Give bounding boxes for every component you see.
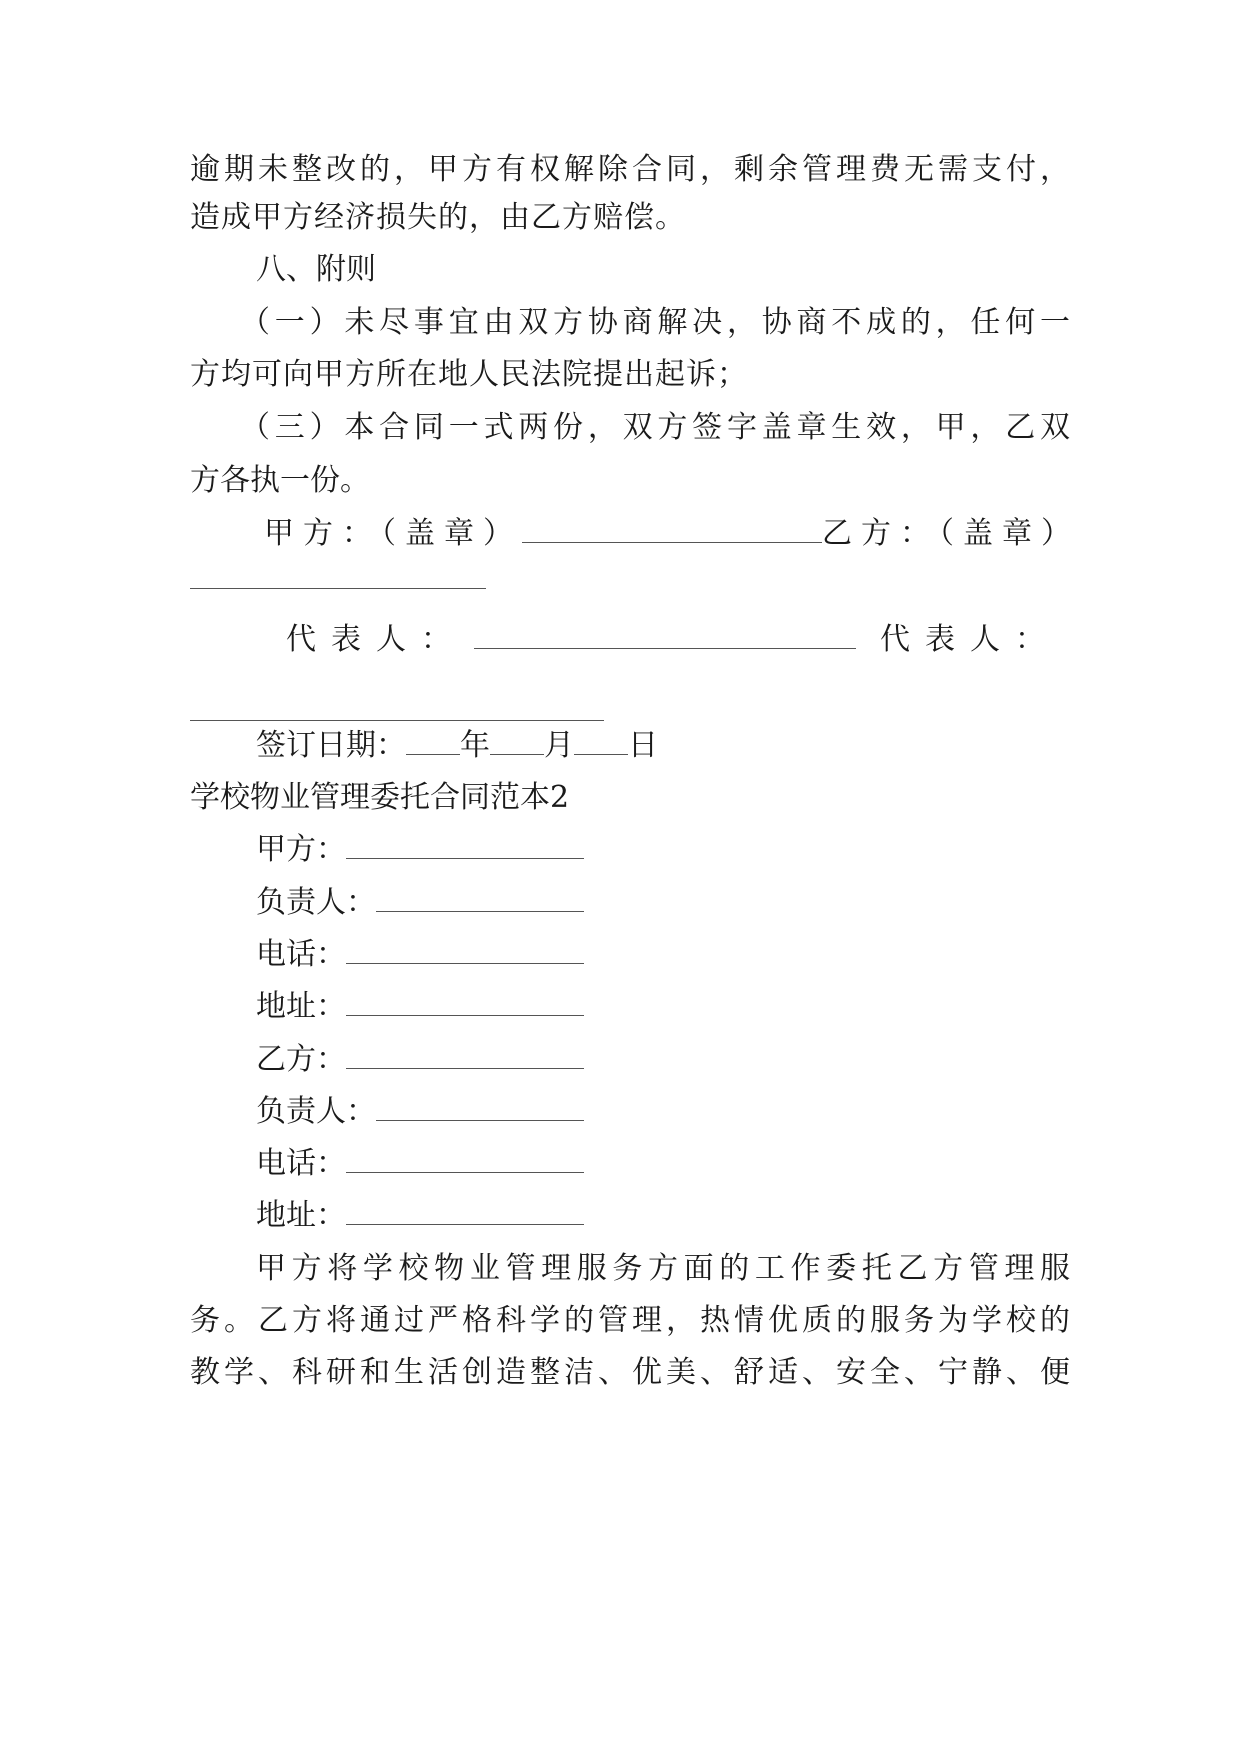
party-b-blank xyxy=(190,562,486,589)
phone-b-field-blank xyxy=(346,1146,584,1173)
rep-a-blank xyxy=(474,622,856,649)
rep-a-label: 代表人： xyxy=(286,622,466,657)
body-paragraph-line: 教学、科研和生活创造整洁、优美、舒适、安全、宁静、便 xyxy=(190,1355,1070,1390)
text-line: （一）未尽事宜由双方协商解决，协商不成的，任何一 xyxy=(240,305,1070,340)
field-party-a-address: 地址： xyxy=(256,987,1070,1027)
contract-title: 学校物业管理委托合同范本2 xyxy=(190,780,570,815)
field-party-a: 甲方： xyxy=(256,830,1070,870)
party-b-rep-blank xyxy=(190,694,604,721)
phone-a-field-blank xyxy=(346,937,584,964)
field-party-b-phone: 电话： xyxy=(256,1144,1070,1184)
year-blank xyxy=(406,728,460,755)
field-party-b-address: 地址： xyxy=(256,1196,1070,1236)
field-party-a-phone: 电话： xyxy=(256,935,1070,975)
month-label: 月 xyxy=(544,728,574,763)
rep-b-label: 代表人： xyxy=(880,622,1060,657)
month-blank xyxy=(490,728,544,755)
day-label: 日 xyxy=(628,728,658,763)
signing-date xyxy=(256,726,1070,766)
text-line: （三）本合同一式两份，双方签字盖章生效，甲，乙双 xyxy=(240,410,1070,445)
party-a-blank xyxy=(522,516,822,543)
text-line: 方各执一份。 xyxy=(190,463,370,498)
party-b-seal-label: 乙方：（盖章） xyxy=(822,516,1080,551)
text-line: 造成甲方经济损失的，由乙方赔偿。 xyxy=(190,200,686,235)
address-a-field-blank xyxy=(346,989,584,1016)
manager-b-field-blank xyxy=(376,1094,584,1121)
day-blank xyxy=(574,728,628,755)
section-heading: 八、附则 xyxy=(256,252,376,287)
text-line: 方均可向甲方所在地人民法院提出起诉； xyxy=(190,357,748,392)
address-b-field-blank xyxy=(346,1198,584,1225)
field-party-a-manager: 负责人： xyxy=(256,883,1070,923)
body-paragraph-line: 务。乙方将通过严格科学的管理，热情优质的服务为学校的 xyxy=(190,1303,1070,1338)
year-label: 年 xyxy=(460,728,490,763)
date-label: 签订日期： xyxy=(256,728,406,763)
party-b-field-blank xyxy=(346,1042,584,1069)
manager-a-field-blank xyxy=(376,885,584,912)
party-b-blank-line xyxy=(190,560,1070,600)
party-a-seal-label: 甲方：（盖章） xyxy=(264,516,522,551)
text-line: 逾期未整改的，甲方有权解除合同，剩余管理费无需支付， xyxy=(190,152,1070,187)
field-party-b: 乙方： xyxy=(256,1040,1070,1080)
field-party-b-manager: 负责人： xyxy=(256,1092,1070,1132)
signature-line-parties xyxy=(264,514,1084,554)
party-a-field-blank xyxy=(346,832,584,859)
signature-line-reps xyxy=(286,620,1086,660)
body-paragraph-line: 甲方将学校物业管理服务方面的工作委托乙方管理服 xyxy=(256,1251,1070,1286)
